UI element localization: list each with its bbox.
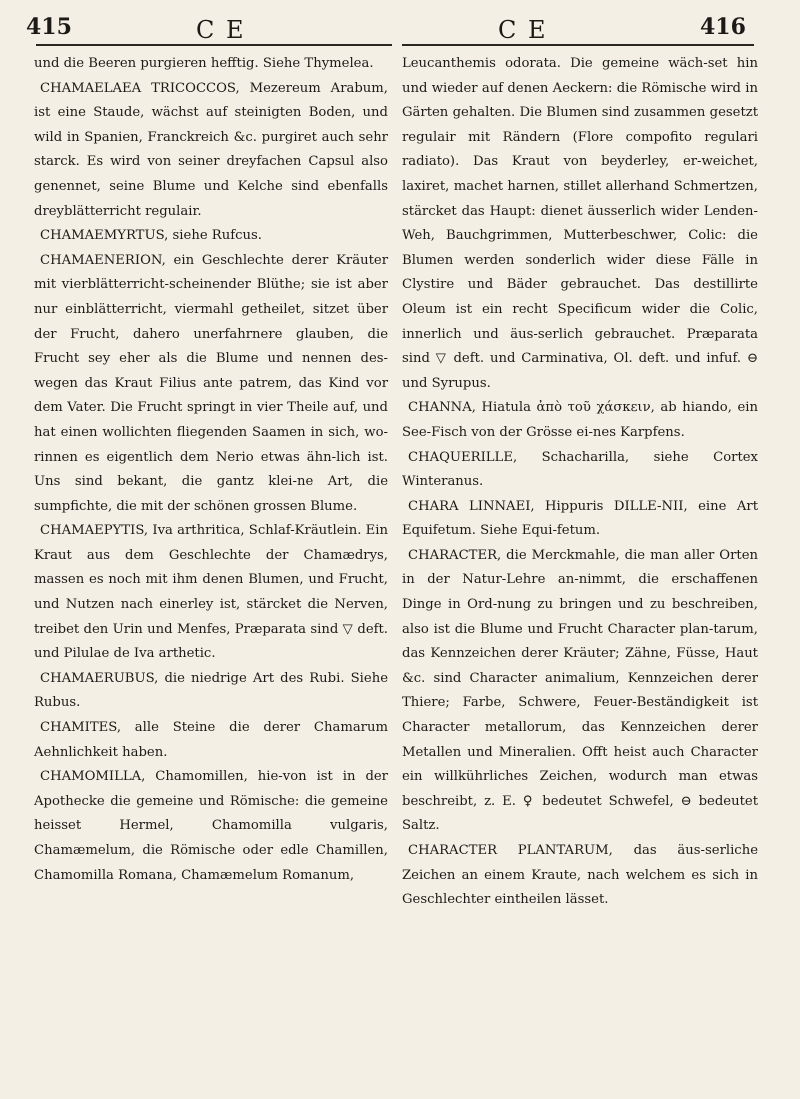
entry-text: Leucanthemis odorata. Die gemeine wäch-set hin und wieder auf denen Aeckern: die Römische wird in Gärten gehalten. Die Blumen sind zusammen gesetzt regulair mit Rändern (Flore compofito regulari radiato). Das Kraut von beyderley, er-weichet, laxiret, machet harnen, stillet allerhand Schmertzen, stärcket das Haupt: dienet äusserlich wider Lenden-Weh, Bauchgrimmen, Mutterbeschwer, Colic: die Blumen werden sonderlich wider diese Fälle in Clystire und Bäder gebrauchet. Das destillirte Oleum ist ein recht Specificum wider die Colic, innerlich und äus-serlich gebrauchet. Præparata sind ▽ deft. und Carminativa, Ol. deft. und infuf. ⊖ und Syrupus. [402,56,758,391]
entry-chaquerille: CHAQUERILLE, Schacharilla, siehe Cortex Winteranus. [402,449,758,490]
page-number-right: 416 [700,14,746,40]
entry-chamaenerion: CHAMAENERION, ein Geschlechte derer Kräuter mit vierblätterricht-scheinender Blüthe; sie ist aber nur einblätterricht, viermahl getheilet, sitzet über der Frucht, dahero unerfahrnere glauben, die Frucht sey eher als die Blume und nennen des-wegen das Kraut Filius ante patrem, das Kind vor dem Vater. Die Frucht springt in vier Theile auf, und hat einen wollichten fliegenden Saamen in sich, wo-rinnen es eigentlich dem Nerio etwas ähn-lich ist. Uns sind bekant, die gantz klei-ne Art, die sumpfichte, die mit der schönen grossen Blume. [34,252,388,514]
entry-chamaemyrtus: CHAMAEMYRTUS, siehe Rufcus. [40,228,262,244]
entry-channa: CHANNA, Hiatula ἀπὸ τοῦ χάσκειν, ab hiando, ein See-Fisch von der Grösse ei-nes Karpfens. [402,400,758,440]
running-head-right: C E [498,16,548,44]
header-rule-left [36,44,392,46]
entry-chamaelaea: CHAMAELAEA TRICOCCOS, Mezereum Arabum, ist eine Staude, wächst auf steinigten Boden, und wild in Spanien, Franckreich &c. purgiret auch sehr starck. Es wird von seiner dreyfachen Capsul also genennet, seine Blume und Kelche sind ebenfalls dreyblätterricht regulair. [34,80,388,219]
running-head-left: C E [196,16,246,44]
left-column [34,52,388,888]
entry-text: und die Beeren purgieren hefftig. Siehe Thymelea. [34,56,374,71]
entry-chamaepytis: CHAMAEPYTIS, Iva arthritica, Schlaf-Kräutlein. Ein Kraut aus dem Geschlechte der Chamædrys, massen es noch mit ihm denen Blumen, und Frucht, und Nutzen nach einerley ist, stärcket die Nerven, treibet den Urin und Menfes, Præparata sind ▽ deft. und Pilulae de Iva arthetic. [34,523,388,662]
entry-chamites: CHAMITES, alle Steine die derer Chamarum Aehnlichkeit haben. [34,720,388,760]
header-rule-right [402,44,754,46]
entry-character: CHARACTER, die Merckmahle, die man aller Orten in der Natur-Lehre an-nimmt, die erschaffenen Dinge in Ord-nung zu bringen und zu beschreiben, also ist die Blume und Frucht Character plan-tarum, das Kennzeichen derer Kräuter; Zähne, Füsse, Haut &c. sind Character animalium, Kennzeichen derer Thiere; Farbe, Schwere, Feuer-Beständigkeit ist Character metallorum, das Kennzeichen derer Metallen und Mineralien. Offt heist auch Character ein willkührliches Zeichen, wodurch man etwas beschreibt, z. E. ♀ bedeutet Schwefel, ⊖ bedeutet Saltz. [402,547,758,834]
right-column [402,52,758,913]
entry-character-plantarum: CHARACTER PLANTARUM, das äus-serliche Zeichen an einem Kraute, nach welchem es sich in Geschlechter eintheilen lässet. [402,843,758,908]
entry-chamaerubus: CHAMAERUBUS, die niedrige Art des Rubi. Siehe Rubus. [34,670,388,711]
entry-chara-linnaei: CHARA LINNAEI, Hippuris DILLE-NII, eine Art Equifetum. Siehe Equi-fetum. [402,498,758,539]
page-number-left: 415 [26,14,72,40]
entry-chamomilla: CHAMOMILLA, Chamomillen, hie-von ist in der Apothecke die gemeine und Römische: die gemeine heisset Hermel, Chamomilla vulgaris, Chamæmelum, die Römische oder edle Chamillen, Chamomilla Romana, Chamæmelum Romanum, [34,769,388,883]
